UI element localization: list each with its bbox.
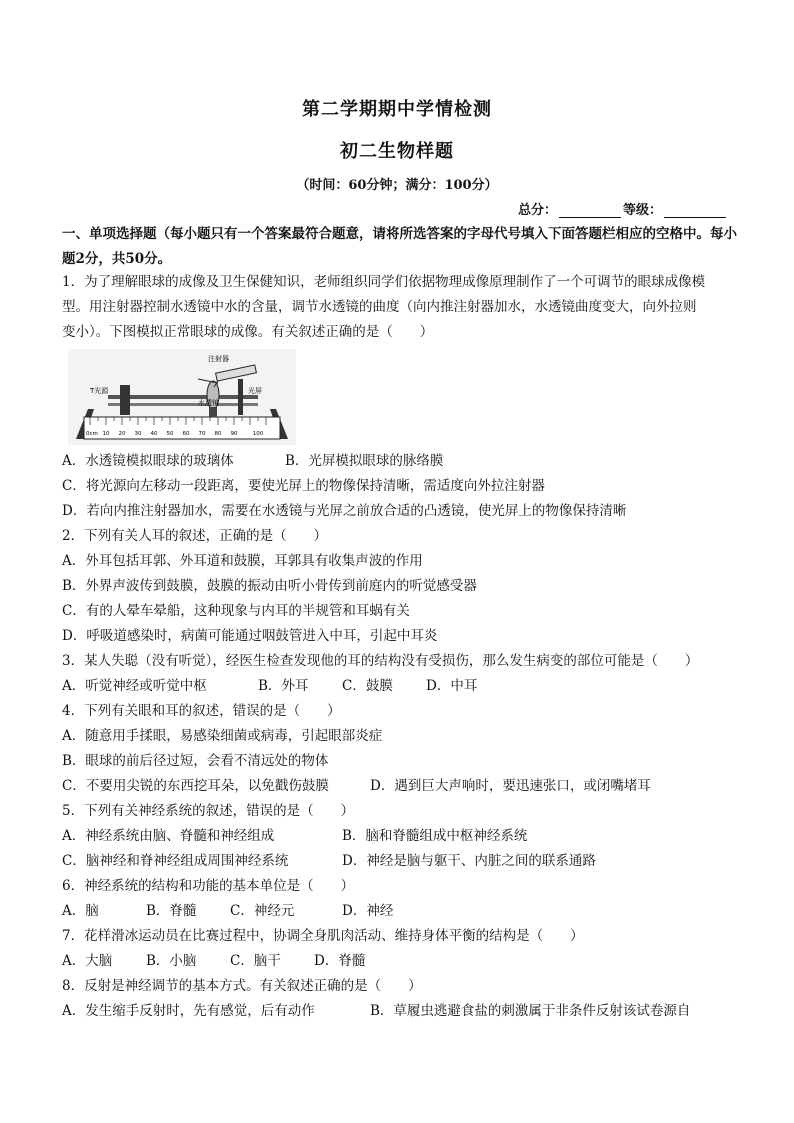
q1-option-d: D．若向内推注射器加水，需要在水透镜与光屏之前放合适的凸透镜，使光屏上的物像保持清晰: [62, 503, 627, 519]
q8-option-b: B．草履虫逃避食盐的刺激属于非条件反射该试卷源自: [370, 1003, 691, 1019]
ruler-tick-label: 40: [150, 431, 158, 437]
q6-option-c: C．神经元: [230, 903, 295, 919]
q4-option-a: A．随意用手揉眼，易感染细菌或病毒，引起眼部炎症: [62, 728, 383, 744]
time-info: （时间：60分钟；满分：100分）: [296, 178, 498, 193]
q7-stem: 7．花样滑冰运动员在比赛过程中，协调全身肌肉活动、维持身体平衡的结构是（ ）: [62, 928, 584, 944]
q6-option-b: B．脊髓: [146, 903, 197, 919]
q6-option-a: A．脑: [62, 903, 99, 919]
q1-stem-line3: 变小）。下图模拟正常眼球的成像。有关叙述正确的是（ ）: [62, 324, 434, 340]
ruler-tick-label: 100: [252, 431, 264, 437]
ruler-tick-label: 70: [198, 431, 206, 437]
syringe-label: 注射器: [208, 355, 229, 363]
q1-option-a: A．水透镜模拟眼球的玻璃体: [62, 453, 234, 469]
q7-option-c: C．脑干: [230, 953, 281, 969]
lens-label: 水透镜: [198, 399, 219, 407]
ruler-unit: 0cm: [86, 431, 98, 437]
ruler-tick-label: 80: [214, 431, 222, 437]
screen-label: 光屏: [248, 387, 262, 395]
q8-option-a: A．发生缩手反射时，先有感觉，后有动作: [62, 1003, 315, 1019]
q7-option-a: A．大脑: [62, 953, 113, 969]
q1-stem-line1: 1．为了理解眼球的成像及卫生保健知识，老师组织同学们依据物理成像原理制作了一个可调节的眼球成像模: [62, 274, 706, 290]
q6-option-d: D．神经: [342, 903, 394, 919]
q7-option-d: D．脊髓: [314, 953, 366, 969]
ruler-tick-label: 10: [102, 431, 110, 437]
q4-option-b: B．眼球的前后径过短，会看不清远处的物体: [62, 753, 329, 769]
ruler-tick-label: 50: [166, 431, 174, 437]
q5-option-d: D．神经是脑与躯干、内脏之间的联系通路: [342, 853, 596, 869]
exam-title: 第二学期期中学情检测: [302, 99, 492, 120]
q3-option-a: A．听觉神经或听觉中枢: [62, 678, 207, 694]
q2-stem: 2．下列有关人耳的叙述，正确的是（ ）: [62, 528, 328, 544]
q6-stem: 6．神经系统的结构和功能的基本单位是（ ）: [62, 878, 355, 894]
q2-option-d: D．呼吸道感染时，病菌可能通过咽鼓管进入中耳，引起中耳炎: [62, 628, 438, 644]
q5-stem: 5．下列有关神经系统的叙述，错误的是（ ）: [62, 803, 355, 819]
q5-option-c: C．脑神经和脊神经组成周围神经系统: [62, 853, 289, 869]
q5-option-b: B．脑和脊髓组成中枢神经系统: [342, 828, 528, 844]
q4-stem: 4．下列有关眼和耳的叙述，错误的是（ ）: [62, 703, 341, 719]
total-blank[interactable]: [559, 203, 621, 218]
total-label: 总分：: [517, 203, 557, 218]
q4-option-d: D．遇到巨大声响时，要迅速张口，或闭嘴堵耳: [370, 778, 651, 794]
q4-option-c: C．不要用尖锐的东西挖耳朵，以免戳伤鼓膜: [62, 778, 329, 794]
q1-option-c: C．将光源向左移动一段距离，要使光屏上的物像保持清晰，需适度向外拉注射器: [62, 478, 545, 494]
q7-option-b: B．小脑: [146, 953, 197, 969]
q1-stem-line2: 型。用注射器控制水透镜中水的含量，调节水透镜的曲度（向内推注射器加水，水透镜曲度变大，向外拉则: [62, 299, 697, 315]
ruler-tick-label: 20: [118, 431, 126, 437]
q5-option-a: A．神经系统由脑、脊髓和神经组成: [62, 828, 275, 844]
q2-option-b: B．外界声波传到鼓膜，鼓膜的振动由听小骨传到前庭内的听觉感受器: [62, 578, 477, 594]
q8-stem: 8．反射是神经调节的基本方式。有关叙述正确的是（ ）: [62, 978, 422, 994]
light-source-label: T光源: [90, 387, 109, 395]
q2-option-c: C．有的人晕车晕船，这种现象与内耳的半规管和耳蜗有关: [62, 603, 410, 619]
exam-subtitle: 初二生物样题: [340, 141, 454, 162]
q3-option-b: B．外耳: [258, 678, 309, 694]
ruler-tick-label: 30: [134, 431, 142, 437]
q3-option-c: C．鼓膜: [342, 678, 393, 694]
ruler-tick-label: 90: [230, 431, 238, 437]
q3-option-d: D．中耳: [426, 678, 478, 694]
q1-option-b: B．光屏模拟眼球的脉络膜: [285, 453, 444, 469]
q3-stem: 3．某人失聪（没有听觉），经医生检查发现他的耳的结构没有受损伤，那么发生病变的部位可能是（ ）: [62, 653, 699, 669]
ruler-tick-label: 60: [182, 431, 190, 437]
grade-label: 等级：: [622, 203, 662, 218]
q2-option-a: A．外耳包括耳郭、外耳道和鼓膜，耳郭具有收集声波的作用: [62, 553, 423, 569]
section-heading: 一、单项选择题（每小题只有一个答案最符合题意，请将所选答案的字母代号填入下面答题栏相应的空格中。每小题2分，共50分。: [62, 226, 737, 267]
grade-blank[interactable]: [664, 203, 726, 218]
eye-model-figure: [68, 349, 296, 445]
score-line: [518, 199, 728, 218]
